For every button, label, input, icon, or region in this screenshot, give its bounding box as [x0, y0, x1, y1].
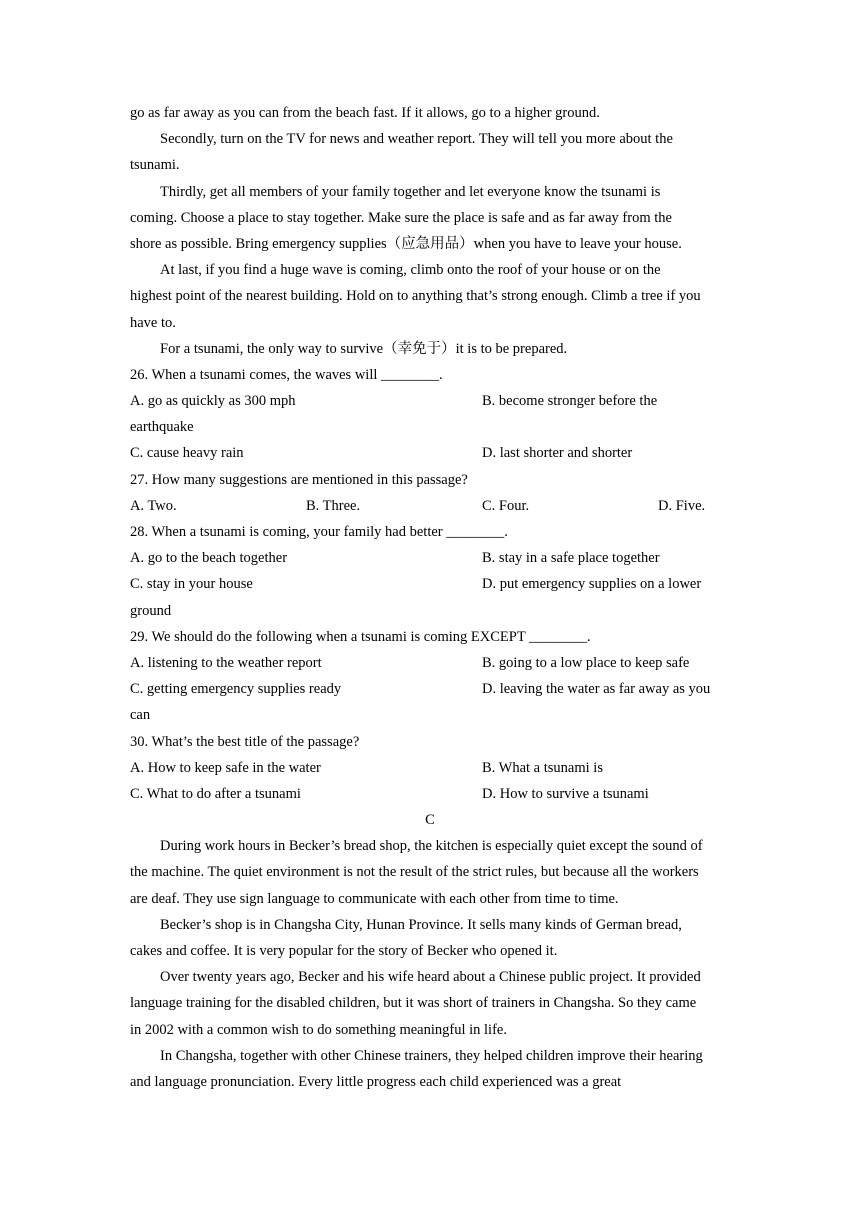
passage-c-paragraph-3: Over twenty years ago, Becker and his wife heard about a Chinese public project. It provided — [160, 969, 701, 986]
question-28-option-d: D. put emergency supplies on a lower — [482, 576, 702, 593]
question-28-options-row-1 — [130, 545, 730, 571]
passage-c-heading: C — [425, 812, 435, 829]
passage-c-paragraph-1-cont: the machine. The quiet environment is not the result of the strict rules, but because all the workers — [130, 864, 699, 881]
question-29-stem: 29. We should do the following when a tsunami is coming EXCEPT ________. — [130, 628, 591, 645]
question-30-options-row-2 — [130, 781, 730, 807]
question-30-option-d: D. How to survive a tsunami — [482, 785, 649, 802]
passage-b-paragraph-4-cont: highest point of the nearest building. Hold on to anything that’s strong enough. Climb a tree if you — [130, 288, 701, 305]
passage-c-paragraph-3-cont: language training for the disabled children, but it was short of trainers in Changsha. So they came — [130, 995, 697, 1012]
question-28-option-b: B. stay in a safe place together — [482, 550, 660, 567]
question-28-option-d-cont: ground — [130, 602, 172, 619]
passage-b-paragraph-2: Secondly, turn on the TV for news and weather report. They will tell you more about the — [160, 131, 673, 148]
question-29-option-d: D. leaving the water as far away as you — [482, 681, 711, 698]
passage-b-paragraph-3-cont: coming. Choose a place to stay together. Make sure the place is safe and as far away from the — [130, 209, 672, 226]
question-27-options-row — [130, 493, 730, 519]
question-29-options-row-2 — [130, 676, 730, 702]
question-27-option-b: B. Three. — [306, 497, 361, 514]
question-26-option-c: C. cause heavy rain — [130, 445, 244, 462]
passage-b-paragraph-4: At last, if you find a huge wave is coming, climb onto the roof of your house or on the — [160, 262, 661, 279]
question-28-option-c: C. stay in your house — [130, 576, 253, 593]
question-26-stem: 26. When a tsunami comes, the waves will ________. — [130, 366, 443, 383]
passage-c-paragraph-1: During work hours in Becker’s bread shop, the kitchen is especially quiet except the sound of — [160, 838, 703, 855]
passage-b-paragraph-1-end: go as far away as you can from the beach fast. If it allows, go to a higher ground. — [130, 105, 600, 121]
question-30-option-c: C. What to do after a tsunami — [130, 785, 301, 802]
question-30-options-row-1 — [130, 755, 730, 781]
question-30-option-a: A. How to keep safe in the water — [130, 759, 321, 776]
question-28-option-a: A. go to the beach together — [130, 550, 288, 567]
passage-c-paragraph-1-cont: are deaf. They use sign language to communicate with each other from time to time. — [130, 890, 619, 907]
question-26-option-d: D. last shorter and shorter — [482, 445, 633, 462]
passage-c-paragraph-4: In Changsha, together with other Chinese trainers, they helped children improve their hearing — [160, 1047, 703, 1064]
question-28-options-row-2 — [130, 571, 730, 597]
question-27-option-a: A. Two. — [130, 497, 177, 514]
passage-b-paragraph-3-cont: shore as possible. Bring emergency supplies（应急用品）when you have to leave your house. — [130, 235, 682, 252]
question-28-stem: 28. When a tsunami is coming, your family had better ________. — [130, 524, 508, 540]
passage-b-paragraph-2-cont: tsunami. — [130, 157, 180, 174]
question-26-options-row-2 — [130, 440, 730, 466]
question-29-option-c: C. getting emergency supplies ready — [130, 681, 342, 698]
passage-c-paragraph-2-cont: cakes and coffee. It is very popular for the story of Becker who opened it. — [130, 943, 558, 959]
document-content — [130, 100, 730, 1095]
question-26-option-b-cont: earthquake — [130, 419, 194, 436]
question-29-option-a: A. listening to the weather report — [130, 654, 322, 671]
question-27-stem: 27. How many suggestions are mentioned in this passage? — [130, 471, 468, 488]
question-29-option-d-cont: can — [130, 707, 151, 724]
passage-c-paragraph-4-cont: and language pronunciation. Every little progress each child experienced was a great — [130, 1073, 622, 1090]
passage-b-paragraph-3: Thirdly, get all members of your family together and let everyone know the tsunami is — [160, 183, 661, 200]
question-30-option-b: B. What a tsunami is — [482, 759, 603, 776]
question-27-option-d: D. Five. — [658, 497, 706, 514]
question-26-option-a: A. go as quickly as 300 mph — [130, 393, 296, 410]
question-26-options-row-1 — [130, 388, 730, 414]
question-27-option-c: C. Four. — [482, 497, 530, 514]
passage-b-paragraph-5: For a tsunami, the only way to survive（幸免于）it is to be prepared. — [160, 340, 568, 357]
passage-c-paragraph-3-cont: in 2002 with a common wish to do something meaningful in life. — [130, 1021, 507, 1038]
question-26-option-b: B. become stronger before the — [482, 393, 658, 410]
question-29-option-b: B. going to a low place to keep safe — [482, 654, 690, 671]
passage-c-paragraph-2: Becker’s shop is in Changsha City, Hunan Province. It sells many kinds of German bread, — [160, 916, 682, 933]
question-29-options-row-1 — [130, 650, 730, 676]
passage-b-paragraph-4-cont: have to. — [130, 314, 176, 331]
question-30-stem: 30. What’s the best title of the passage? — [130, 733, 360, 750]
